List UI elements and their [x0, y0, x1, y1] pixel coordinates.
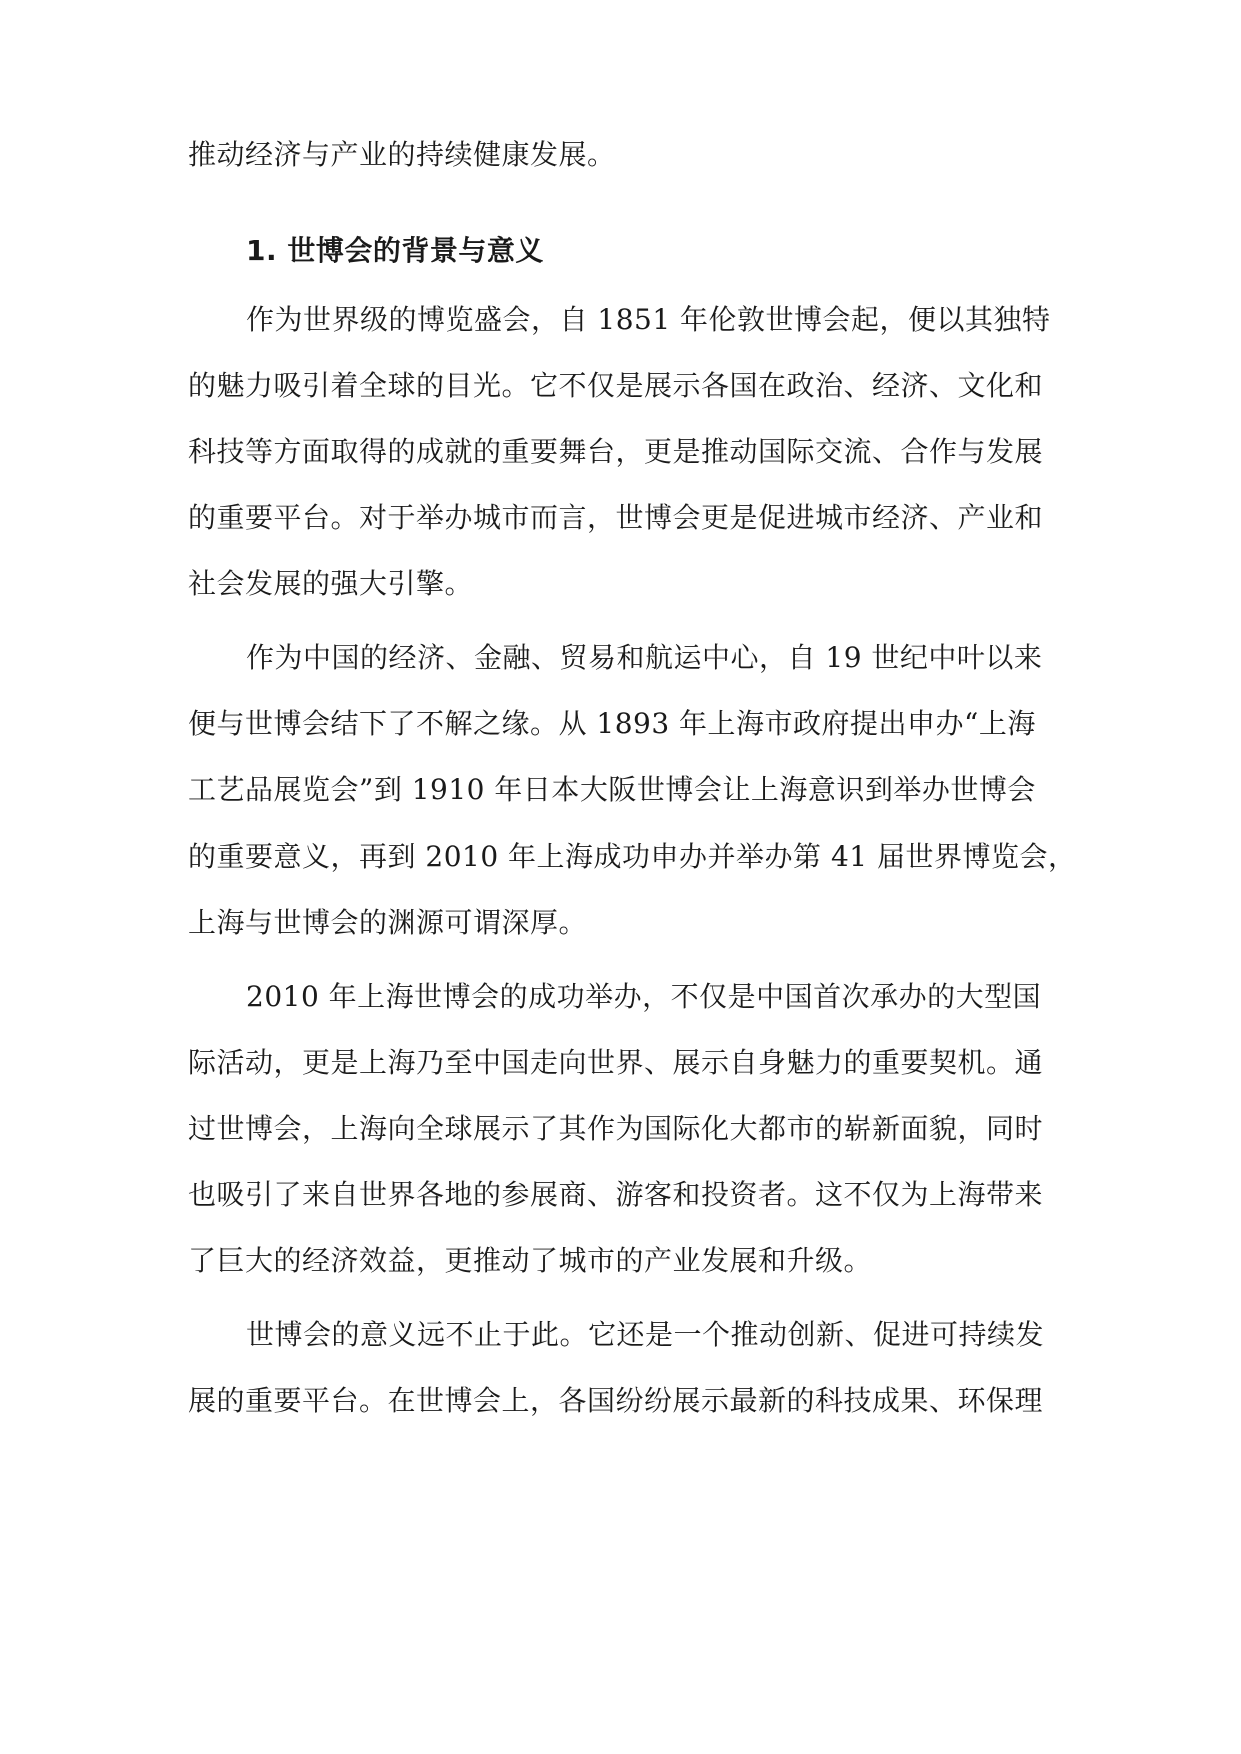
text-line: 际活动，更是上海乃至中国走向世界、展示自身魅力的重要契机。通 — [188, 1046, 1044, 1079]
text-line: 作为中国的经济、金融、贸易和航运中心，自 19 世纪中叶以来 — [246, 641, 1043, 674]
text-line: 2010 年上海世博会的成功举办，不仅是中国首次承办的大型国 — [246, 980, 1042, 1013]
text-line: 过世博会，上海向全球展示了其作为国际化大都市的崭新面貌，同时 — [188, 1112, 1044, 1145]
text-line: 上海与世博会的渊源可谓深厚。 — [188, 906, 588, 939]
text-line: 世博会的意义远不止于此。它还是一个推动创新、促进可持续发 — [246, 1318, 1045, 1351]
text-line: 便与世博会结下了不解之缘。从 1893 年上海市政府提出申办“上海 — [188, 707, 1036, 740]
text-line: 也吸引了来自世界各地的参展商、游客和投资者。这不仅为上海带来 — [188, 1178, 1044, 1211]
text-line: 推动经济与产业的持续健康发展。 — [188, 138, 616, 171]
text-line: 作为世界级的博览盛会，自 1851 年伦敦世博会起，便以其独特 — [246, 303, 1051, 336]
text-line: 的重要平台。对于举办城市而言，世博会更是促进城市经济、产业和 — [188, 501, 1044, 534]
text-line: 科技等方面取得的成就的重要舞台，更是推动国际交流、合作与发展 — [188, 435, 1044, 468]
text-line: 的重要意义，再到 2010 年上海成功申办并举办第 41 届世界博览会， — [188, 840, 1077, 873]
text-line: 展的重要平台。在世博会上，各国纷纷展示最新的科技成果、环保理 — [188, 1384, 1044, 1417]
section-heading: 1. 世博会的背景与意义 — [246, 234, 544, 267]
text-line: 了巨大的经济效益，更推动了城市的产业发展和升级。 — [188, 1244, 873, 1277]
text-line: 社会发展的强大引擎。 — [188, 567, 474, 600]
text-line: 的魅力吸引着全球的目光。它不仅是展示各国在政治、经济、文化和 — [188, 369, 1044, 402]
text-line: 工艺品展览会”到 1910 年日本大阪世博会让上海意识到举办世博会 — [188, 773, 1036, 806]
